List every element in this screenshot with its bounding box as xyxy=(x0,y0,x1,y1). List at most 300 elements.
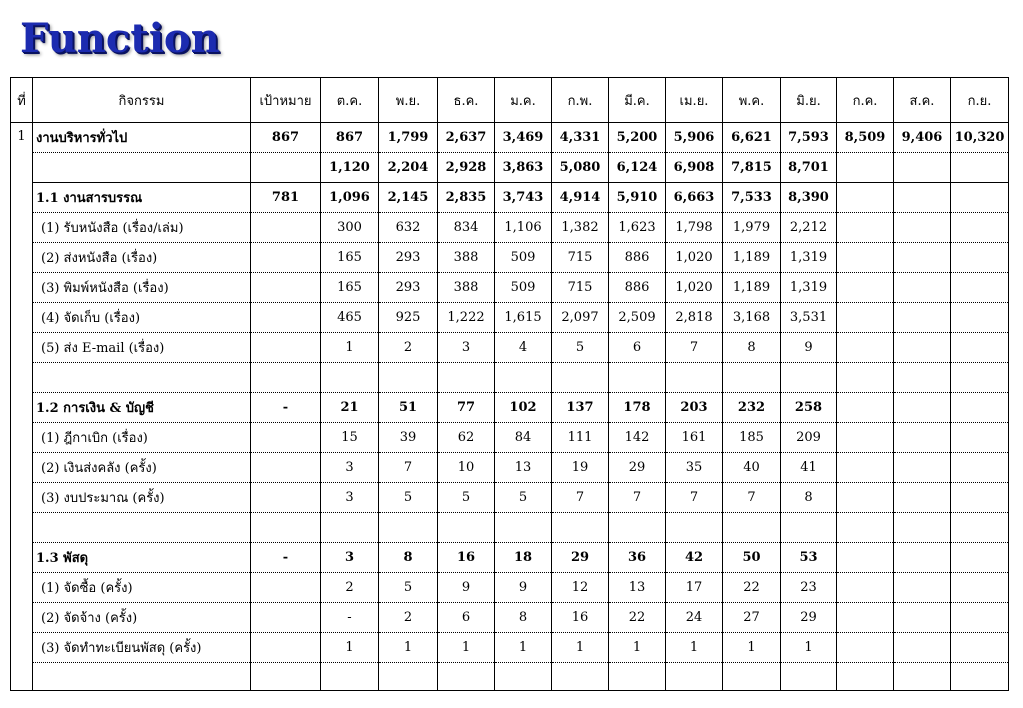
month-value-cell xyxy=(321,663,379,691)
month-value-cell: 8,390 xyxy=(781,183,837,213)
header-month: ต.ค. xyxy=(321,78,379,123)
month-value-cell xyxy=(894,183,951,213)
month-value-cell xyxy=(951,573,1009,603)
month-value-cell xyxy=(609,513,666,543)
month-value-cell xyxy=(723,513,781,543)
month-value-cell xyxy=(951,483,1009,513)
table-row xyxy=(11,213,1009,243)
month-value-cell xyxy=(951,273,1009,303)
month-value-cell xyxy=(781,663,837,691)
month-value-cell xyxy=(609,663,666,691)
month-value-cell xyxy=(666,363,723,393)
month-value-cell: 7 xyxy=(552,483,609,513)
month-value-cell xyxy=(951,663,1009,691)
target-cell xyxy=(251,573,321,603)
header-target: เป้าหมาย xyxy=(251,78,321,123)
month-value-cell: 6,908 xyxy=(666,153,723,183)
month-value-cell xyxy=(894,573,951,603)
table-row xyxy=(11,423,1009,453)
month-value-cell: 9 xyxy=(438,573,495,603)
month-value-cell: 1,189 xyxy=(723,273,781,303)
month-value-cell: 2,835 xyxy=(438,183,495,213)
month-value-cell: 165 xyxy=(321,243,379,273)
month-value-cell: 185 xyxy=(723,423,781,453)
month-value-cell xyxy=(894,423,951,453)
target-cell xyxy=(251,213,321,243)
header-month: พ.ค. xyxy=(723,78,781,123)
month-value-cell: 1,623 xyxy=(609,213,666,243)
month-value-cell xyxy=(951,543,1009,573)
month-value-cell: 3,168 xyxy=(723,303,781,333)
month-value-cell: 29 xyxy=(781,603,837,633)
month-value-cell: 1 xyxy=(781,633,837,663)
month-value-cell xyxy=(894,303,951,333)
month-value-cell: 388 xyxy=(438,273,495,303)
month-value-cell: 1,319 xyxy=(781,273,837,303)
month-value-cell: 178 xyxy=(609,393,666,423)
month-value-cell: 209 xyxy=(781,423,837,453)
month-value-cell: 84 xyxy=(495,423,552,453)
table-row xyxy=(11,303,1009,333)
table-row xyxy=(11,123,1009,153)
target-cell: - xyxy=(251,393,321,423)
function-table xyxy=(10,77,1009,691)
month-value-cell: 7 xyxy=(609,483,666,513)
month-value-cell xyxy=(495,363,552,393)
month-value-cell: 2,145 xyxy=(379,183,438,213)
month-value-cell: 1 xyxy=(552,633,609,663)
month-value-cell: 1,799 xyxy=(379,123,438,153)
activity-cell xyxy=(33,663,251,691)
month-value-cell: 7 xyxy=(666,483,723,513)
month-value-cell xyxy=(552,363,609,393)
month-value-cell: 36 xyxy=(609,543,666,573)
activity-cell xyxy=(33,513,251,543)
month-value-cell: 3 xyxy=(321,453,379,483)
activity-cell: 1.3 พัสดุ xyxy=(33,543,251,573)
header-no: ที่ xyxy=(11,78,33,123)
month-value-cell: 632 xyxy=(379,213,438,243)
month-value-cell xyxy=(951,363,1009,393)
month-value-cell: 1,222 xyxy=(438,303,495,333)
month-value-cell: 5,906 xyxy=(666,123,723,153)
table-row xyxy=(11,633,1009,663)
month-value-cell xyxy=(894,453,951,483)
table-row xyxy=(11,513,1009,543)
month-value-cell xyxy=(438,363,495,393)
header-month: พ.ย. xyxy=(379,78,438,123)
month-value-cell xyxy=(666,663,723,691)
month-value-cell: 1,020 xyxy=(666,273,723,303)
month-value-cell: 2 xyxy=(379,333,438,363)
month-value-cell: 6,663 xyxy=(666,183,723,213)
month-value-cell: 3 xyxy=(321,543,379,573)
month-value-cell: 3,469 xyxy=(495,123,552,153)
month-value-cell xyxy=(837,393,894,423)
month-value-cell: 7,593 xyxy=(781,123,837,153)
month-value-cell xyxy=(951,153,1009,183)
month-value-cell xyxy=(781,363,837,393)
month-value-cell: 465 xyxy=(321,303,379,333)
header-month: ม.ค. xyxy=(495,78,552,123)
month-value-cell: 1,106 xyxy=(495,213,552,243)
table-row xyxy=(11,243,1009,273)
target-cell xyxy=(251,603,321,633)
month-value-cell: 1 xyxy=(379,633,438,663)
target-cell xyxy=(251,333,321,363)
month-value-cell: 6,621 xyxy=(723,123,781,153)
table-row xyxy=(11,453,1009,483)
month-value-cell xyxy=(894,243,951,273)
activity-cell: (1) รับหนังสือ (เรื่อง/เล่ม) xyxy=(33,213,251,243)
month-value-cell xyxy=(894,603,951,633)
activity-cell: งานบริหารทั่วไป xyxy=(33,123,251,153)
month-value-cell xyxy=(837,603,894,633)
month-value-cell xyxy=(951,393,1009,423)
month-value-cell xyxy=(837,273,894,303)
month-value-cell xyxy=(894,273,951,303)
month-value-cell: 7,533 xyxy=(723,183,781,213)
month-value-cell: 16 xyxy=(438,543,495,573)
month-value-cell: 388 xyxy=(438,243,495,273)
month-value-cell: 258 xyxy=(781,393,837,423)
month-value-cell: 1 xyxy=(609,633,666,663)
month-value-cell: 293 xyxy=(379,243,438,273)
month-value-cell: 1,020 xyxy=(666,243,723,273)
month-value-cell: 13 xyxy=(495,453,552,483)
month-value-cell: 7 xyxy=(666,333,723,363)
table-row xyxy=(11,573,1009,603)
month-value-cell xyxy=(894,213,951,243)
table-row xyxy=(11,183,1009,213)
month-value-cell: 1,979 xyxy=(723,213,781,243)
header-month: ก.ย. xyxy=(951,78,1009,123)
month-value-cell xyxy=(837,153,894,183)
table-row xyxy=(11,543,1009,573)
month-value-cell: 1 xyxy=(723,633,781,663)
month-value-cell xyxy=(951,333,1009,363)
month-value-cell xyxy=(837,243,894,273)
month-value-cell xyxy=(951,423,1009,453)
month-value-cell: 51 xyxy=(379,393,438,423)
month-value-cell: - xyxy=(321,603,379,633)
month-value-cell xyxy=(951,183,1009,213)
month-value-cell: 21 xyxy=(321,393,379,423)
month-value-cell xyxy=(837,543,894,573)
table-row xyxy=(11,603,1009,633)
month-value-cell: 3,743 xyxy=(495,183,552,213)
month-value-cell: 1,096 xyxy=(321,183,379,213)
month-value-cell: 7 xyxy=(723,483,781,513)
target-cell xyxy=(251,453,321,483)
month-value-cell: 19 xyxy=(552,453,609,483)
header-month: มิ.ย. xyxy=(781,78,837,123)
month-value-cell: 6 xyxy=(438,603,495,633)
month-value-cell xyxy=(438,663,495,691)
month-value-cell: 23 xyxy=(781,573,837,603)
month-value-cell: 165 xyxy=(321,273,379,303)
month-value-cell xyxy=(837,663,894,691)
month-value-cell xyxy=(723,363,781,393)
month-value-cell: 40 xyxy=(723,453,781,483)
month-value-cell xyxy=(894,543,951,573)
page-title: Function xyxy=(20,15,220,62)
month-value-cell: 50 xyxy=(723,543,781,573)
month-value-cell: 35 xyxy=(666,453,723,483)
month-value-cell: 4,331 xyxy=(552,123,609,153)
target-cell xyxy=(251,303,321,333)
month-value-cell: 925 xyxy=(379,303,438,333)
month-value-cell: 111 xyxy=(552,423,609,453)
month-value-cell: 2 xyxy=(321,573,379,603)
activity-cell: (1) ฎีกาเบิก (เรื่อง) xyxy=(33,423,251,453)
month-value-cell xyxy=(609,363,666,393)
activity-cell xyxy=(33,363,251,393)
table-row xyxy=(11,363,1009,393)
header-month: ก.ค. xyxy=(837,78,894,123)
month-value-cell: 137 xyxy=(552,393,609,423)
month-value-cell: 2,097 xyxy=(552,303,609,333)
month-value-cell: 1 xyxy=(666,633,723,663)
month-value-cell: 142 xyxy=(609,423,666,453)
month-value-cell: 1,798 xyxy=(666,213,723,243)
month-value-cell xyxy=(837,573,894,603)
month-value-cell: 6,124 xyxy=(609,153,666,183)
month-value-cell xyxy=(894,363,951,393)
month-value-cell xyxy=(837,213,894,243)
month-value-cell xyxy=(894,633,951,663)
month-value-cell xyxy=(951,243,1009,273)
month-value-cell: 17 xyxy=(666,573,723,603)
month-value-cell xyxy=(894,663,951,691)
month-value-cell: 509 xyxy=(495,273,552,303)
month-value-cell: 77 xyxy=(438,393,495,423)
month-value-cell: 8,509 xyxy=(837,123,894,153)
month-value-cell: 13 xyxy=(609,573,666,603)
activity-cell xyxy=(33,153,251,183)
month-value-cell xyxy=(894,483,951,513)
activity-cell: (5) ส่ง E-mail (เรื่อง) xyxy=(33,333,251,363)
month-value-cell xyxy=(951,633,1009,663)
month-value-cell: 232 xyxy=(723,393,781,423)
month-value-cell: 715 xyxy=(552,243,609,273)
month-value-cell: 886 xyxy=(609,243,666,273)
month-value-cell: 8 xyxy=(723,333,781,363)
row-number: 1 xyxy=(11,123,33,691)
month-value-cell: 18 xyxy=(495,543,552,573)
month-value-cell: 9,406 xyxy=(894,123,951,153)
month-value-cell: 3,531 xyxy=(781,303,837,333)
month-value-cell: 10,320 xyxy=(951,123,1009,153)
month-value-cell xyxy=(495,663,552,691)
target-cell xyxy=(251,243,321,273)
month-value-cell xyxy=(781,513,837,543)
month-value-cell: 1 xyxy=(321,633,379,663)
month-value-cell: 2 xyxy=(379,603,438,633)
month-value-cell xyxy=(894,393,951,423)
month-value-cell xyxy=(837,453,894,483)
month-value-cell: 39 xyxy=(379,423,438,453)
activity-cell: 1.2 การเงิน & บัญชี xyxy=(33,393,251,423)
month-value-cell: 300 xyxy=(321,213,379,243)
header-month: เม.ย. xyxy=(666,78,723,123)
target-cell: 867 xyxy=(251,123,321,153)
table-row xyxy=(11,483,1009,513)
month-value-cell xyxy=(837,183,894,213)
table-row xyxy=(11,153,1009,183)
target-cell xyxy=(251,513,321,543)
target-cell xyxy=(251,363,321,393)
month-value-cell: 1 xyxy=(495,633,552,663)
table-row xyxy=(11,393,1009,423)
header-activity: กิจกรรม xyxy=(33,78,251,123)
month-value-cell: 3 xyxy=(321,483,379,513)
month-value-cell: 22 xyxy=(723,573,781,603)
month-value-cell: 62 xyxy=(438,423,495,453)
month-value-cell xyxy=(837,303,894,333)
month-value-cell xyxy=(951,513,1009,543)
header-row xyxy=(11,78,1009,123)
month-value-cell: 5,910 xyxy=(609,183,666,213)
month-value-cell: 2,212 xyxy=(781,213,837,243)
month-value-cell: 2,818 xyxy=(666,303,723,333)
month-value-cell: 1,382 xyxy=(552,213,609,243)
month-value-cell: 53 xyxy=(781,543,837,573)
month-value-cell xyxy=(894,333,951,363)
month-value-cell: 3 xyxy=(438,333,495,363)
month-value-cell xyxy=(666,513,723,543)
month-value-cell: 8 xyxy=(379,543,438,573)
month-value-cell: 24 xyxy=(666,603,723,633)
month-value-cell: 1,189 xyxy=(723,243,781,273)
month-value-cell: 9 xyxy=(495,573,552,603)
activity-cell: (3) จัดทำทะเบียนพัสดุ (ครั้ง) xyxy=(33,633,251,663)
month-value-cell xyxy=(552,513,609,543)
activity-cell: (3) งบประมาณ (ครั้ง) xyxy=(33,483,251,513)
month-value-cell: 29 xyxy=(609,453,666,483)
target-cell xyxy=(251,633,321,663)
month-value-cell xyxy=(894,513,951,543)
header-month: ส.ค. xyxy=(894,78,951,123)
month-value-cell: 293 xyxy=(379,273,438,303)
month-value-cell: 1,615 xyxy=(495,303,552,333)
month-value-cell: 886 xyxy=(609,273,666,303)
month-value-cell: 2,204 xyxy=(379,153,438,183)
month-value-cell: 6 xyxy=(609,333,666,363)
table-row xyxy=(11,273,1009,303)
month-value-cell: 5 xyxy=(379,573,438,603)
month-value-cell: 102 xyxy=(495,393,552,423)
month-value-cell xyxy=(837,333,894,363)
target-cell xyxy=(251,273,321,303)
month-value-cell: 27 xyxy=(723,603,781,633)
month-value-cell: 15 xyxy=(321,423,379,453)
month-value-cell: 5 xyxy=(438,483,495,513)
month-value-cell: 867 xyxy=(321,123,379,153)
target-cell xyxy=(251,663,321,691)
month-value-cell: 5 xyxy=(379,483,438,513)
target-cell xyxy=(251,423,321,453)
month-value-cell: 2,509 xyxy=(609,303,666,333)
month-value-cell: 7,815 xyxy=(723,153,781,183)
month-value-cell: 7 xyxy=(379,453,438,483)
month-value-cell xyxy=(837,513,894,543)
month-value-cell: 5 xyxy=(495,483,552,513)
month-value-cell: 9 xyxy=(781,333,837,363)
activity-cell: (2) เงินส่งคลัง (ครั้ง) xyxy=(33,453,251,483)
month-value-cell: 3,863 xyxy=(495,153,552,183)
month-value-cell xyxy=(837,423,894,453)
target-cell: 781 xyxy=(251,183,321,213)
month-value-cell: 12 xyxy=(552,573,609,603)
month-value-cell: 16 xyxy=(552,603,609,633)
month-value-cell xyxy=(321,363,379,393)
month-value-cell: 2,928 xyxy=(438,153,495,183)
month-value-cell xyxy=(951,213,1009,243)
target-cell: - xyxy=(251,543,321,573)
month-value-cell: 8,701 xyxy=(781,153,837,183)
activity-cell: (1) จัดซื้อ (ครั้ง) xyxy=(33,573,251,603)
month-value-cell xyxy=(379,663,438,691)
month-value-cell: 10 xyxy=(438,453,495,483)
month-value-cell: 5,080 xyxy=(552,153,609,183)
month-value-cell xyxy=(438,513,495,543)
month-value-cell xyxy=(723,663,781,691)
month-value-cell: 1 xyxy=(438,633,495,663)
month-value-cell: 41 xyxy=(781,453,837,483)
month-value-cell: 1,319 xyxy=(781,243,837,273)
month-value-cell xyxy=(951,603,1009,633)
month-value-cell: 22 xyxy=(609,603,666,633)
month-value-cell: 8 xyxy=(495,603,552,633)
target-cell xyxy=(251,483,321,513)
month-value-cell xyxy=(552,663,609,691)
activity-cell: 1.1 งานสารบรรณ xyxy=(33,183,251,213)
activity-cell: (2) จัดจ้าง (ครั้ง) xyxy=(33,603,251,633)
month-value-cell: 4,914 xyxy=(552,183,609,213)
month-value-cell: 1,120 xyxy=(321,153,379,183)
month-value-cell xyxy=(837,363,894,393)
header-month: มี.ค. xyxy=(609,78,666,123)
month-value-cell xyxy=(951,303,1009,333)
month-value-cell: 834 xyxy=(438,213,495,243)
month-value-cell: 42 xyxy=(666,543,723,573)
month-value-cell: 5,200 xyxy=(609,123,666,153)
month-value-cell: 4 xyxy=(495,333,552,363)
month-value-cell: 203 xyxy=(666,393,723,423)
month-value-cell: 715 xyxy=(552,273,609,303)
table-row xyxy=(11,333,1009,363)
table-row xyxy=(11,663,1009,691)
month-value-cell: 2,637 xyxy=(438,123,495,153)
month-value-cell: 161 xyxy=(666,423,723,453)
month-value-cell: 509 xyxy=(495,243,552,273)
month-value-cell xyxy=(379,363,438,393)
month-value-cell: 8 xyxy=(781,483,837,513)
month-value-cell: 29 xyxy=(552,543,609,573)
header-month: ธ.ค. xyxy=(438,78,495,123)
activity-cell: (4) จัดเก็บ (เรื่อง) xyxy=(33,303,251,333)
month-value-cell: 1 xyxy=(321,333,379,363)
activity-cell: (3) พิมพ์หนังสือ (เรื่อง) xyxy=(33,273,251,303)
month-value-cell xyxy=(495,513,552,543)
month-value-cell xyxy=(951,453,1009,483)
month-value-cell xyxy=(379,513,438,543)
target-cell xyxy=(251,153,321,183)
month-value-cell xyxy=(837,633,894,663)
month-value-cell xyxy=(837,483,894,513)
header-month: ก.พ. xyxy=(552,78,609,123)
